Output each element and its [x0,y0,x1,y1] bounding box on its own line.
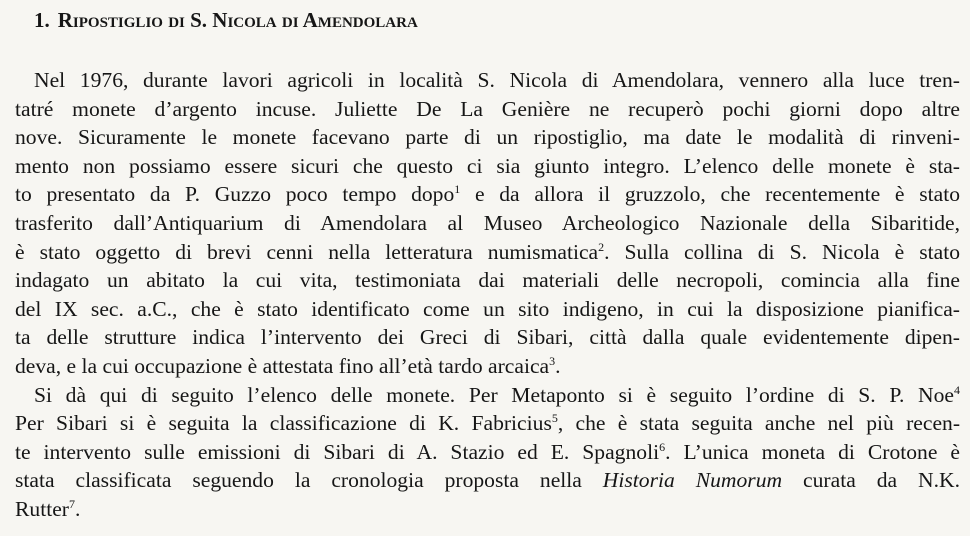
footnote-ref[interactable]: 7 [68,496,75,511]
text-line: nove. Sicuramente le monete facevano parte di un ripostiglio, ma date le modalità di rinveni- [15,125,960,150]
text-span: Rutter [15,496,69,521]
footnote-ref[interactable]: 4 [954,382,960,397]
text-span: Per Sibari si è seguita la classificazione di K. Fabricius [15,411,552,436]
text-line: mento non possiamo essere sicuri che questo ci sia giunto integro. L’elenco delle monete è sta- [15,153,960,178]
section-number: 1. [34,8,50,32]
footnote-ref[interactable]: 3 [549,353,556,368]
footnote-ref[interactable]: 6 [659,439,666,454]
text-line [15,409,960,438]
text-line [15,180,960,209]
text-line [15,438,960,467]
text-span: curata da N.K. [782,468,960,493]
text-line [15,352,960,381]
text-span: . [74,496,81,521]
text-line [15,381,960,410]
footnote-ref[interactable]: 1 [454,182,461,197]
text-line [15,495,960,524]
text-span: stata classificata seguendo la cronologia proposta nella [15,468,603,493]
text-line: Nel 1976, durante lavori agricoli in località S. Nicola di Amendolara, vennero alla luce tren- [34,68,960,92]
section-title: Ripostiglio di S. Nicola di Amendolara [57,8,418,32]
footnote-ref[interactable]: 5 [551,411,558,426]
text-span: deva, e la cui occupazione è attestata fino all’età tardo arcaica [15,353,550,378]
text-span: e da allora il gruzzolo, che recentemente è stato [460,182,960,207]
text-line [15,238,960,267]
section-heading [34,5,418,35]
text-line: trasferito dall’Antiquarium di Amendolara al Museo Archeologico Nazionale della Sibaritide, [15,210,960,235]
text-span: te intervento sulle emissioni di Sibari di A. Stazio ed E. Spagnoli [15,439,660,464]
text-line: del IX sec. a.C., che è stato identificato come un sito indigeno, in cui la disposizione pianifica- [15,296,960,321]
italic-title: Historia Numorum [602,468,783,493]
body-text [15,66,960,524]
text-line: ta delle strutture indica l’intervento dei Greci di Sibari, città dalla quale evidentemente dipen- [15,325,960,350]
text-line [15,466,960,495]
text-span: è stato oggetto di brevi cenni nella letteratura numismatica [15,239,599,264]
text-line: indagato un abitato la cui vita, testimoniata dai materiali delle necropoli, comincia alla fine [15,268,960,293]
text-span: . L’unica moneta di Crotone è [665,439,960,464]
text-span: Si dà qui di seguito l’elenco delle monete. Per Metaponto si è seguito l’ordine di S. P. Noe [34,382,954,407]
text-line: tatré monete d’argento incuse. Juliette De La Genière ne recuperò pochi giorni dopo altre [15,96,960,121]
text-span: . Sulla collina di S. Nicola è stato [604,239,961,264]
text-span: . [555,353,561,378]
text-span: to presentato da P. Guzzo poco tempo dopo [15,182,455,207]
text-span: , che è stata seguita anche nel più recen- [557,411,961,436]
footnote-ref[interactable]: 2 [598,239,605,254]
